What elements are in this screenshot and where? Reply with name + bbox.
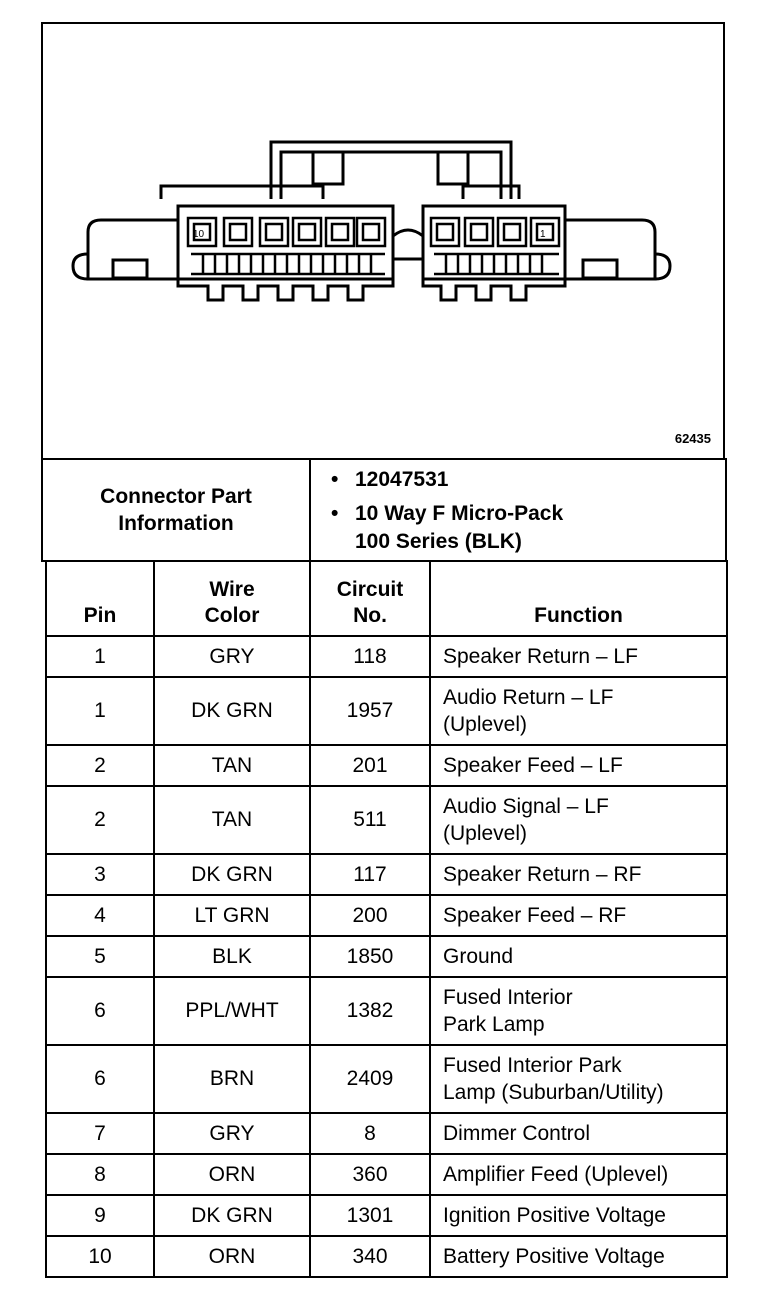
function-line1: Battery Positive Voltage [443, 1245, 665, 1268]
function-cell [430, 636, 727, 677]
circuit-cell: 118 [310, 636, 430, 677]
table-row [46, 636, 727, 677]
function-cell [430, 895, 727, 936]
table-row [46, 745, 727, 786]
pin-cell: 7 [46, 1113, 154, 1154]
function-line1: Dimmer Control [443, 1122, 591, 1145]
wire-color-cell: TAN [154, 745, 310, 786]
info-title-line1: Connector Part [100, 485, 252, 508]
pin-10-label: 10 [193, 229, 205, 240]
pin-cell: 3 [46, 854, 154, 895]
function-cell [430, 1236, 727, 1277]
function-line1: Speaker Feed – LF [443, 754, 623, 777]
function-cell [430, 677, 727, 745]
table-row [46, 895, 727, 936]
wire-color-cell: DK GRN [154, 1195, 310, 1236]
function-cell [430, 977, 727, 1045]
pin-cell: 10 [46, 1236, 154, 1277]
pin-cell: 5 [46, 936, 154, 977]
function-line1: Ignition Positive Voltage [443, 1204, 666, 1227]
pin-cell: 6 [46, 1045, 154, 1113]
wire-color-cell: DK GRN [154, 677, 310, 745]
wire-color-cell: GRY [154, 1113, 310, 1154]
function-cell [430, 1154, 727, 1195]
function-line2: (Uplevel) [443, 822, 528, 845]
function-line1: Speaker Feed – RF [443, 904, 627, 927]
circuit-cell: 2409 [310, 1045, 430, 1113]
part-number: 12047531 [355, 468, 449, 491]
pin-cell: 1 [46, 636, 154, 677]
circuit-cell: 360 [310, 1154, 430, 1195]
connector-drawing [43, 24, 723, 458]
function-cell [430, 936, 727, 977]
header-pin: Pin [46, 561, 154, 636]
figure-number: 62435 [674, 431, 711, 446]
function-cell [430, 1195, 727, 1236]
wire-color-cell: DK GRN [154, 854, 310, 895]
header-wire-color [154, 561, 310, 636]
circuit-cell: 1957 [310, 677, 430, 745]
function-cell [430, 745, 727, 786]
function-line1: Audio Signal – LF [443, 795, 609, 818]
connector-info-title [43, 460, 311, 560]
header-circuit-line2: No. [353, 604, 387, 627]
table-row [46, 936, 727, 977]
function-line2: Lamp (Suburban/Utility) [443, 1081, 664, 1104]
pin-cell: 6 [46, 977, 154, 1045]
function-cell [430, 1045, 727, 1113]
circuit-cell: 1382 [310, 977, 430, 1045]
function-cell [430, 854, 727, 895]
wire-color-cell: BRN [154, 1045, 310, 1113]
wire-color-cell: GRY [154, 636, 310, 677]
function-cell [430, 786, 727, 854]
table-row [46, 786, 727, 854]
pin-1-label: 1 [540, 229, 546, 240]
connector-info-details [311, 460, 725, 560]
circuit-cell: 340 [310, 1236, 430, 1277]
table-row [46, 854, 727, 895]
connector-description-line1: 10 Way F Micro-Pack [355, 502, 564, 525]
table-row [46, 1195, 727, 1236]
circuit-cell: 1301 [310, 1195, 430, 1236]
pin-cell: 2 [46, 745, 154, 786]
table-row [46, 1045, 727, 1113]
connector-diagram-panel [41, 22, 725, 460]
circuit-cell: 1850 [310, 936, 430, 977]
function-line2: (Uplevel) [443, 713, 528, 736]
wire-color-cell: TAN [154, 786, 310, 854]
connector-description-line2: 100 Series (BLK) [355, 530, 522, 553]
table-row [46, 1113, 727, 1154]
bullet-icon: • [331, 468, 339, 491]
pin-cell: 9 [46, 1195, 154, 1236]
pin-cell: 1 [46, 677, 154, 745]
wire-color-cell: BLK [154, 936, 310, 977]
wire-color-cell: ORN [154, 1154, 310, 1195]
function-line2: Park Lamp [443, 1013, 545, 1036]
circuit-cell: 8 [310, 1113, 430, 1154]
header-circuit-line1: Circuit [336, 578, 404, 601]
pin-cell: 4 [46, 895, 154, 936]
function-line1: Speaker Return – LF [443, 645, 638, 668]
circuit-cell: 200 [310, 895, 430, 936]
header-function: Function [430, 561, 727, 636]
table-row [46, 1154, 727, 1195]
connector-description-item [331, 500, 725, 556]
wire-color-cell: PPL/WHT [154, 977, 310, 1045]
table-row [46, 977, 727, 1045]
header-circuit [310, 561, 430, 636]
function-cell [430, 1113, 727, 1154]
pin-table [45, 560, 728, 1278]
function-line1: Speaker Return – RF [443, 863, 642, 886]
circuit-cell: 511 [310, 786, 430, 854]
pin-cell: 8 [46, 1154, 154, 1195]
function-line1: Fused Interior [443, 986, 573, 1009]
header-wire-color-line2: Color [204, 604, 260, 627]
function-line1: Amplifier Feed (Uplevel) [443, 1163, 669, 1186]
table-row [46, 1236, 727, 1277]
bullet-icon: • [331, 502, 339, 525]
wire-color-cell: LT GRN [154, 895, 310, 936]
pin-cell: 2 [46, 786, 154, 854]
info-title-line2: Information [118, 512, 234, 535]
header-wire-color-line1: Wire [209, 578, 255, 601]
circuit-cell: 117 [310, 854, 430, 895]
circuit-cell: 201 [310, 745, 430, 786]
table-row [46, 677, 727, 745]
function-line1: Audio Return – LF [443, 686, 614, 709]
function-line1: Fused Interior Park [443, 1054, 622, 1077]
function-line1: Ground [443, 945, 514, 968]
wire-color-cell: ORN [154, 1236, 310, 1277]
table-header-row [46, 561, 727, 636]
part-number-item [331, 466, 725, 494]
connector-info-box [41, 458, 727, 562]
